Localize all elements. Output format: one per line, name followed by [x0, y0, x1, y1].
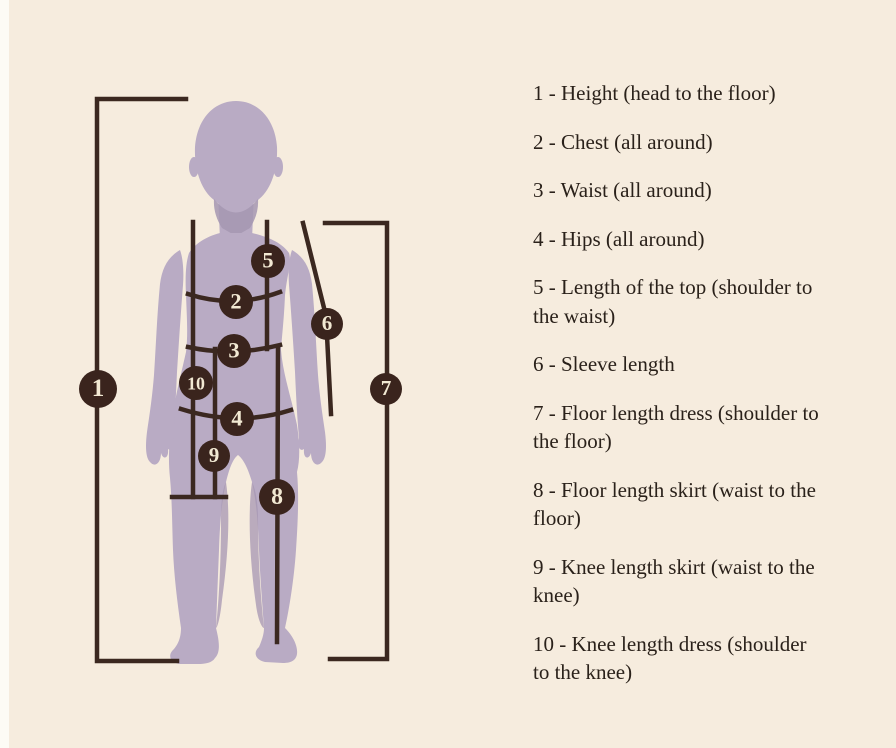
- measurement-legend: [533, 79, 885, 707]
- figure-ear-right: [273, 157, 283, 177]
- legend-item-9: [533, 553, 885, 610]
- marker-number: 9: [208, 443, 220, 468]
- measurement-marker-2: [219, 285, 253, 319]
- marker-number: 10: [187, 373, 205, 394]
- marker-number: 2: [230, 288, 242, 314]
- legend-item-7: [533, 399, 885, 456]
- measurement-marker-3: [217, 334, 251, 368]
- legend-item-line: 8 - Floor length skirt (waist to the: [533, 477, 816, 502]
- legend-item-1: [533, 79, 885, 108]
- legend-item-line: 3 - Waist (all around): [533, 178, 712, 202]
- measurement-line-floor-dress-bracket: [325, 223, 387, 659]
- legend-item-line: 2 - Chest (all around): [533, 129, 713, 154]
- legend-item-6: [533, 350, 885, 379]
- legend-item-line: knee): [533, 583, 580, 607]
- legend-item-4: [533, 225, 885, 254]
- legend-item-line: 6 - Sleeve length: [533, 352, 675, 376]
- measurement-marker-1: [79, 370, 117, 408]
- legend-item-5: [533, 273, 885, 330]
- marker-number: 4: [231, 405, 243, 431]
- measurement-marker-5: [251, 244, 285, 278]
- legend-item-line: the waist): [533, 303, 616, 328]
- legend-item-line: 9 - Knee length skirt (waist to the: [533, 554, 815, 579]
- legend-item-line: 1 - Height (head to the floor): [533, 81, 776, 105]
- legend-item-line: 7 - Floor length dress (shoulder to: [533, 400, 819, 425]
- legend-item-2: [533, 128, 885, 157]
- legend-item-8: [533, 476, 885, 533]
- figure-ear-left: [189, 157, 199, 177]
- legend-item-line: 10 - Knee length dress (shoulder: [533, 631, 807, 656]
- measurement-marker-8: [259, 479, 295, 515]
- legend-item-line: the floor): [533, 429, 612, 453]
- marker-number: 6: [321, 311, 333, 336]
- legend-item-line: floor): [533, 506, 581, 530]
- marker-number: 8: [271, 483, 283, 510]
- legend-item-line: to the knee): [533, 660, 633, 684]
- legend-item-3: [533, 176, 885, 205]
- marker-number: 1: [91, 375, 105, 403]
- marker-number: 3: [228, 337, 240, 363]
- measurement-marker-4: [220, 402, 254, 436]
- measurement-marker-6: [311, 308, 343, 340]
- legend-item-10: [533, 630, 885, 687]
- marker-number: 5: [262, 247, 274, 273]
- legend-item-line: 5 - Length of the top (shoulder to: [533, 275, 813, 299]
- measurement-marker-9: [198, 440, 230, 472]
- legend-item-line: 4 - Hips (all around): [533, 226, 705, 251]
- measurement-marker-7: [370, 373, 402, 405]
- measurement-marker-10: [179, 366, 213, 400]
- child-silhouette-figure: [146, 101, 326, 664]
- marker-number: 7: [380, 376, 392, 401]
